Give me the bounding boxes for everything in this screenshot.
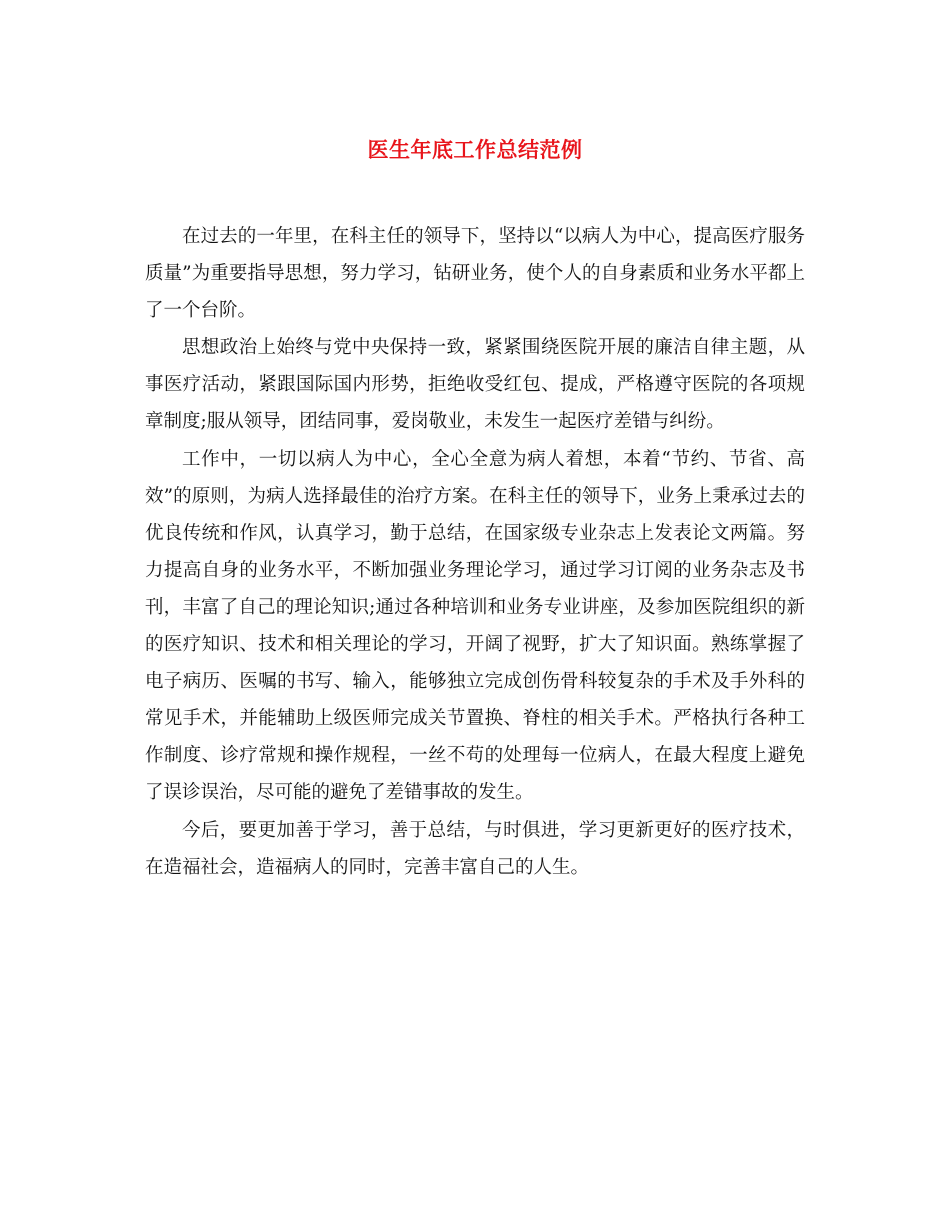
paragraph-intro: 在过去的一年里，在科主任的领导下，坚持以“以病人为中心，提高医疗服务质量”为重要指导思想，努力学习，钻研业务，使个人的自身素质和业务水平都上了一个台阶。	[145, 226, 805, 322]
paragraph-political: 思想政治上始终与党中央保持一致，紧紧围绕医院开展的廉洁自律主题，从事医疗活动，紧跟国际国内形势，拒绝收受红包、提成，严格遵守医院的各项规章制度;服从领导，团结同事，爱岗敬业，未发生一起医疗差错与纠纷。	[145, 337, 805, 433]
document-title: 医生年底工作总结范例	[367, 138, 583, 162]
paragraph-work: 工作中，一切以病人为中心，全心全意为病人着想，本着“节约、节省、高效”的原则，为病人选择最佳的治疗方案。在科主任的领导下，业务上秉承过去的优良传统和作风，认真学习，勤于总结，在国家级专业杂志上发表论文两篇。努力提高自身的业务水平，不断加强业务理论学习，通过学习订阅的业务杂志及书刊，丰富了自己的理论知识;通过各种培训和业务专业讲座，及参加医院组织的新的医疗知识、技术和相关理论的学习，开阔了视野，扩大了知识面。熟练掌握了电子病历、医嘱的书写、输入，能够独立完成创伤骨科较复杂的手术及手外科的常见手术，并能辅助上级医师完成关节置换、脊柱的相关手术。严格执行各种工作制度、诊疗常规和操作规程，一丝不苟的处理每一位病人，在最大程度上避免了误诊误治，尽可能的避免了差错事故的发生。	[145, 448, 805, 804]
document-body	[145, 218, 805, 886]
paragraph-future: 今后，要更加善于学习，善于总结，与时俱进，学习更新更好的医疗技术，在造福社会，造福病人的同时，完善丰富自己的人生。	[145, 819, 805, 878]
